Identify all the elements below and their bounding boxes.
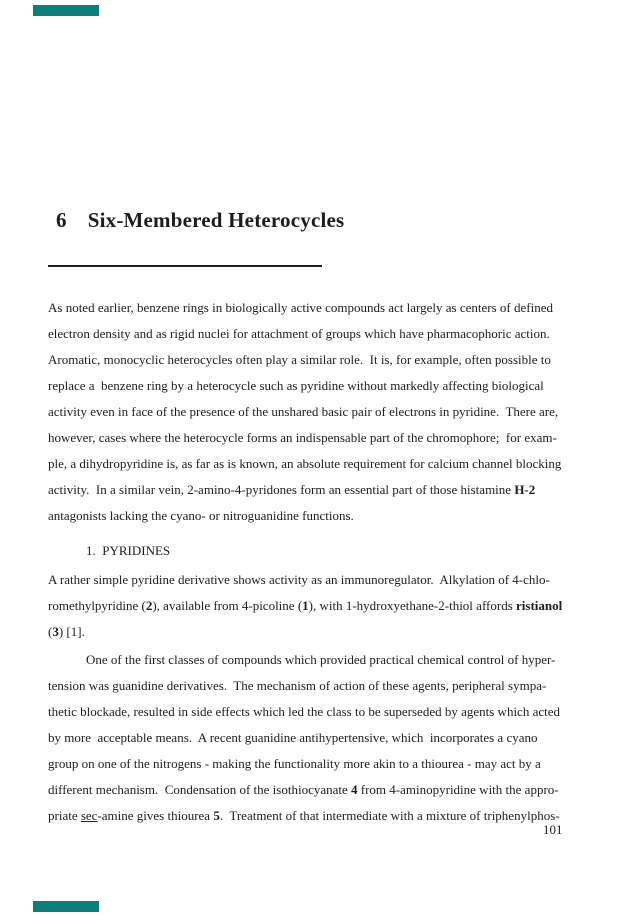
section-heading-pyridines: 1. PYRIDINES bbox=[86, 543, 171, 558]
intro-paragraph bbox=[48, 295, 582, 529]
text-line: One of the first classes of compounds which provided practical chemical control of hyper- bbox=[86, 652, 556, 667]
text-line: priate sec-amine gives thiourea 5. Treatment of that intermediate with a mixture of triphenylphos- bbox=[48, 808, 560, 823]
text-line: activity even in face of the presence of the unshared basic pair of electrons in pyridine. There are, bbox=[48, 404, 559, 419]
body-text bbox=[48, 295, 582, 829]
text-line: group on one of the nitrogens - making the functionality more akin to a thiourea - may act by a bbox=[48, 756, 541, 771]
text-line: Aromatic, monocyclic heterocycles often play a similar role. It is, for example, often possible to bbox=[48, 352, 551, 367]
pyridine-paragraph bbox=[48, 567, 582, 645]
text-line: replace a benzene ring by a heterocycle such as pyridine without markedly affecting biological bbox=[48, 378, 544, 393]
chapter-heading bbox=[56, 208, 344, 233]
text-line: As noted earlier, benzene rings in biologically active compounds act largely as centers of defined bbox=[48, 300, 553, 315]
text-line: romethylpyridine (2), available from 4-picoline (1), with 1-hydroxyethane-2-thiol affords ristianol bbox=[48, 598, 563, 613]
text-line: by more acceptable means. A recent guanidine antihypertensive, which incorporates a cyano bbox=[48, 730, 538, 745]
text-line: electron density and as rigid nuclei for attachment of groups which have pharmacophoric action. bbox=[48, 326, 550, 341]
text-line: antagonists lacking the cyano- or nitroguanidine functions. bbox=[48, 508, 354, 523]
text-line: tension was guanidine derivatives. The mechanism of action of these agents, peripheral sympa- bbox=[48, 678, 547, 693]
guanidine-paragraph bbox=[48, 647, 582, 829]
chapter-title: Six-Membered Heterocycles bbox=[87, 208, 345, 232]
scan-mark-top bbox=[33, 5, 99, 16]
text-line: thetic blockade, resulted in side effects which led the class to be superseded by agents which acted bbox=[48, 704, 561, 719]
text-line: different mechanism. Condensation of the isothiocyanate 4 from 4-aminopyridine with the appro- bbox=[48, 782, 559, 797]
page-number: 101 bbox=[543, 822, 563, 837]
text-line: ple, a dihydropyridine is, as far as is known, an absolute requirement for calcium channel blocking bbox=[48, 456, 562, 471]
scan-mark-bottom bbox=[33, 901, 99, 912]
chapter-number: 6 bbox=[56, 208, 67, 232]
text-line: activity. In a similar vein, 2-amino-4-pyridones form an essential part of those histamine H-2 bbox=[48, 482, 536, 497]
chapter-rule bbox=[48, 265, 322, 267]
text-line: however, cases where the heterocycle forms an indispensable part of the chromophore; for exam- bbox=[48, 430, 557, 445]
text-line: (3) [1]. bbox=[48, 624, 85, 639]
text-line: A rather simple pyridine derivative shows activity as an immunoregulator. Alkylation of 4-chlo- bbox=[48, 572, 550, 587]
